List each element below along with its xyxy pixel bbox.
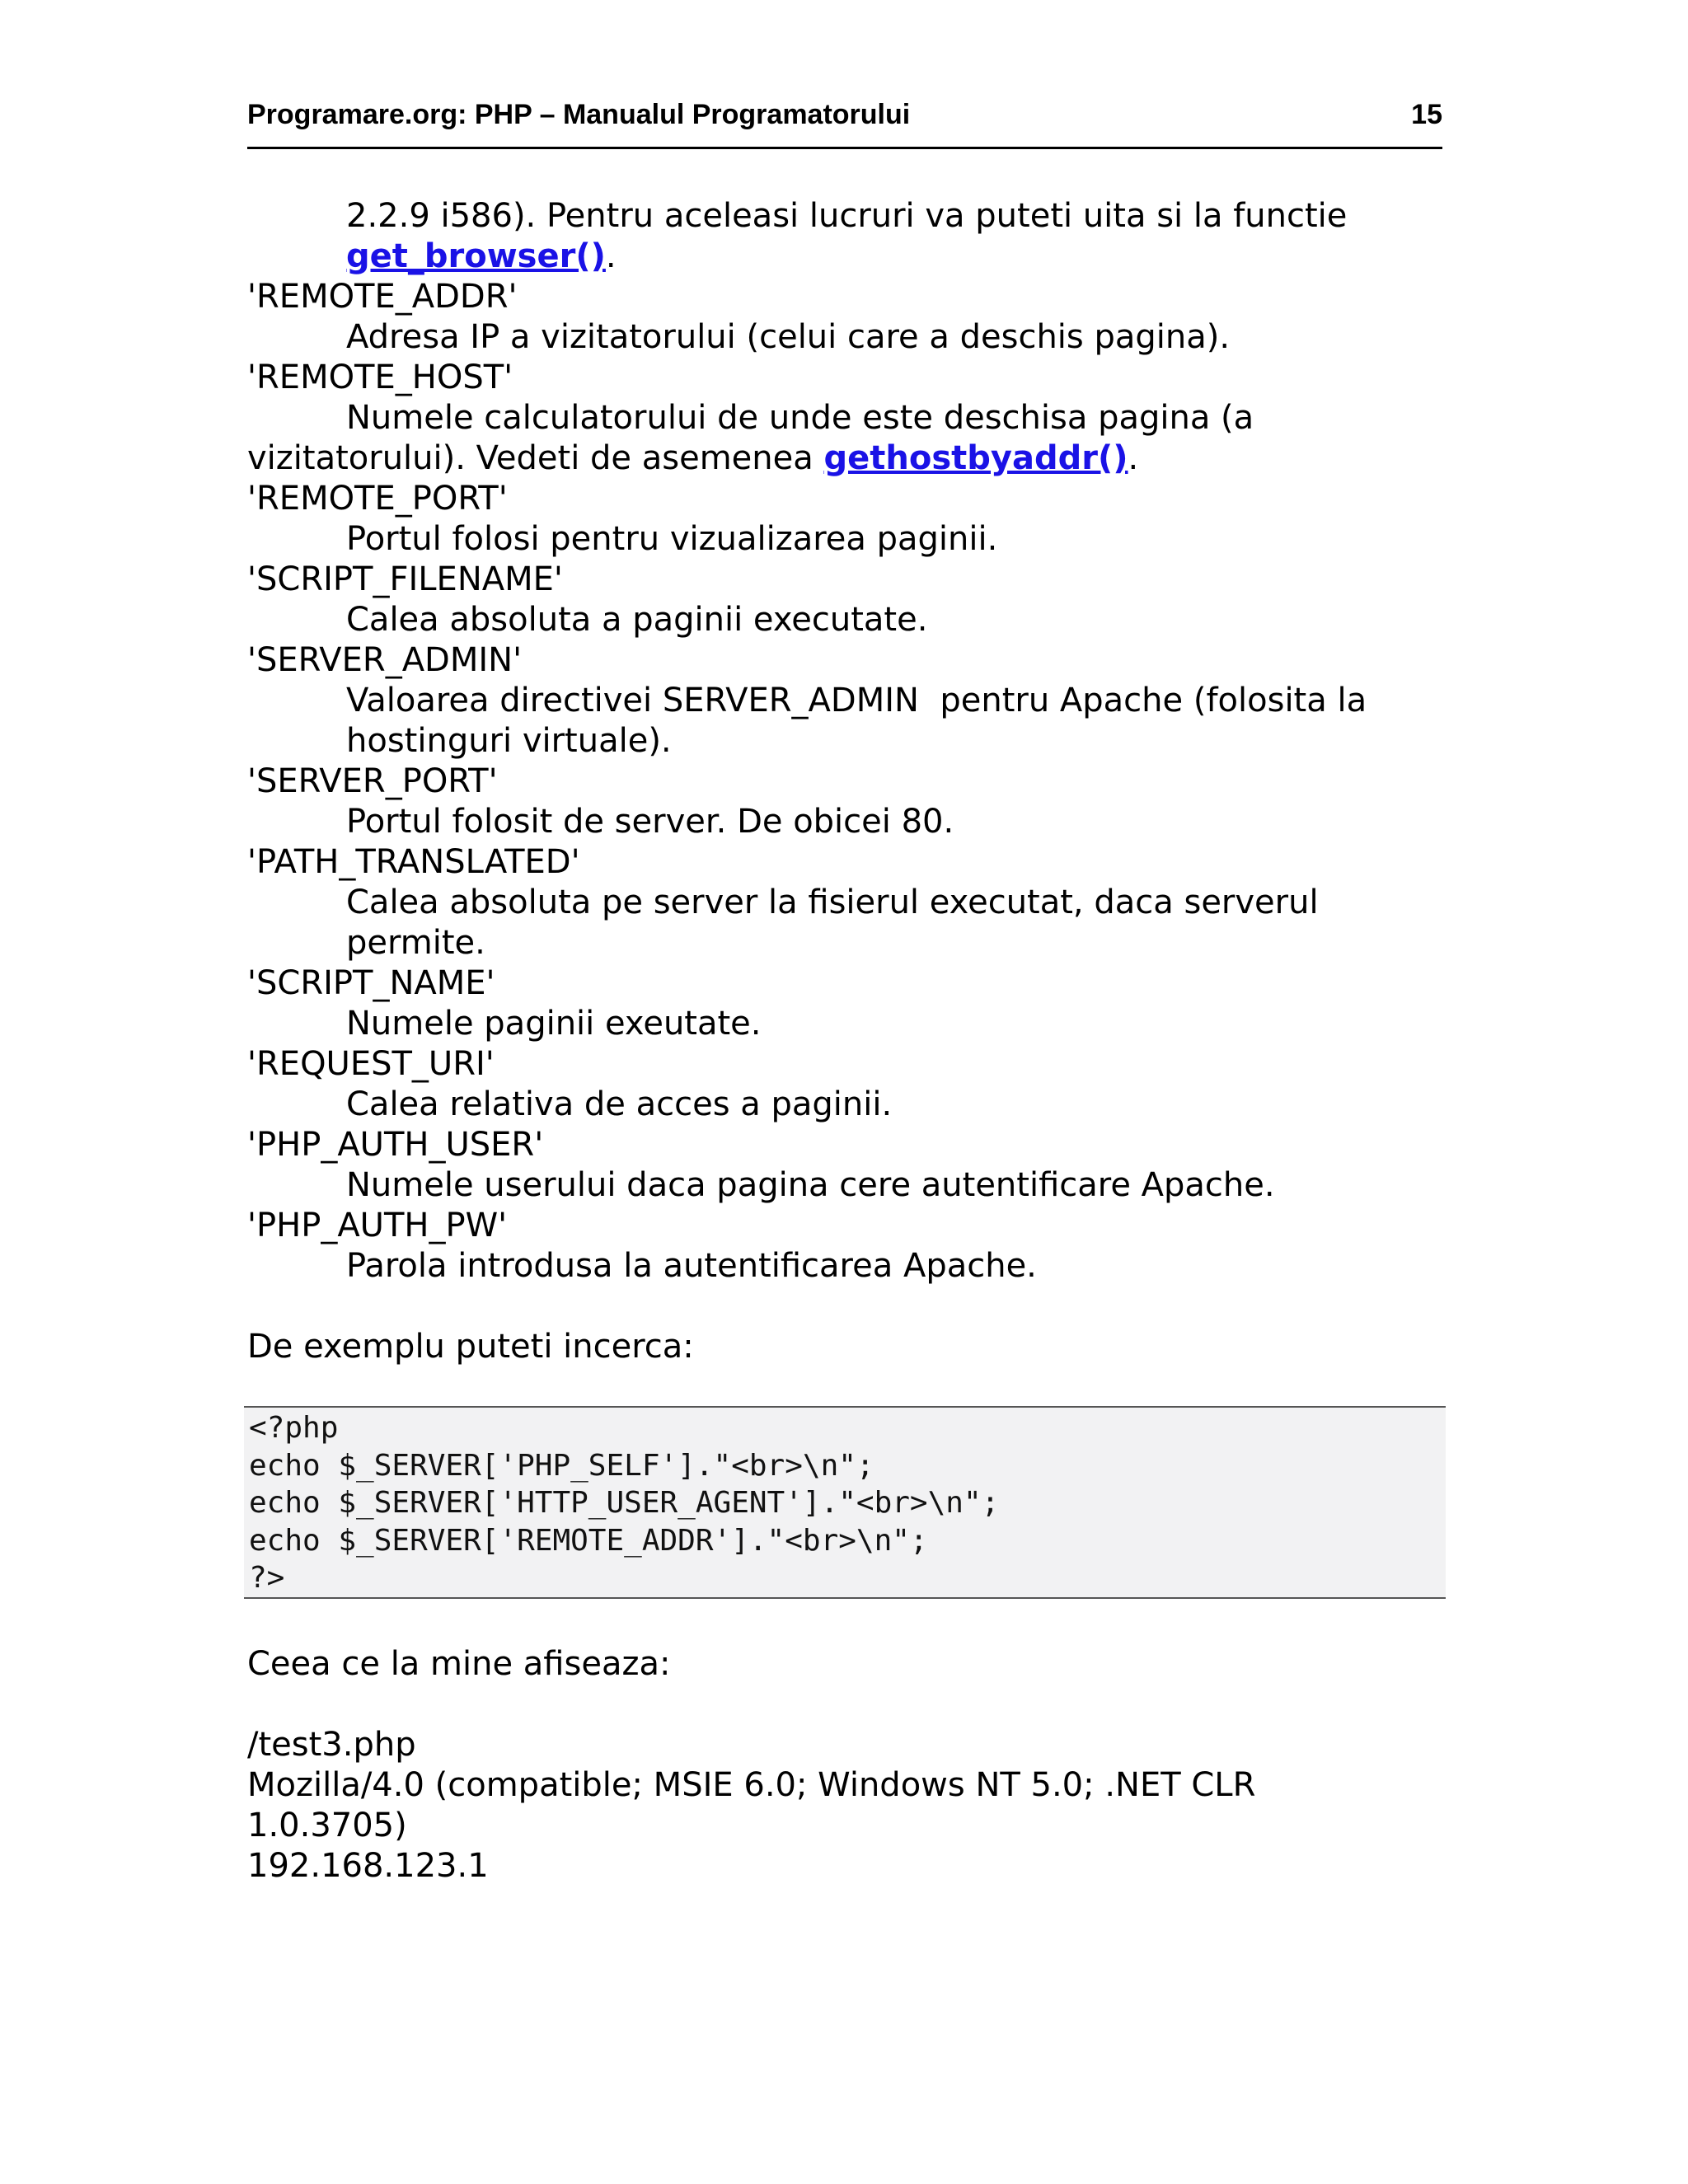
term-remote-addr: 'REMOTE_ADDR' xyxy=(247,278,518,316)
desc-script-name: Numele paginii exeutate. xyxy=(346,1005,762,1043)
desc-remote-host-line1: Numele calculatorului de unde este deschisa pagina (a xyxy=(346,399,1254,437)
term-script-filename: 'SCRIPT_FILENAME' xyxy=(247,560,563,598)
output-intro: Ceea ce la mine afiseaza: xyxy=(247,1645,671,1683)
desc-path-translated-line2: permite. xyxy=(346,924,485,962)
gethostbyaddr-link[interactable]: gethostbyaddr() xyxy=(823,439,1128,477)
desc-remote-host-line2 xyxy=(247,438,1442,479)
code-line: echo $_SERVER['REMOTE_ADDR']."<br>\n"; xyxy=(249,1523,928,1558)
code-block xyxy=(244,1406,1446,1599)
output-line: Mozilla/4.0 (compatible; MSIE 6.0; Windows NT 5.0; .NET CLR xyxy=(247,1766,1256,1804)
intro-line: 2.2.9 i586). Pentru aceleasi lucruri va puteti uita si la functie xyxy=(346,197,1348,235)
desc-server-admin-line2: hostinguri virtuale). xyxy=(346,722,672,760)
desc-request-uri: Calea relativa de acces a paginii. xyxy=(346,1085,893,1123)
term-php-auth-pw: 'PHP_AUTH_PW' xyxy=(247,1207,508,1244)
intro-line-link xyxy=(247,237,1442,277)
get-browser-link[interactable]: get_browser() xyxy=(346,237,606,275)
term-server-port: 'SERVER_PORT' xyxy=(247,762,498,800)
body-text xyxy=(247,196,1442,1367)
term-script-name: 'SCRIPT_NAME' xyxy=(247,964,495,1002)
desc-server-admin-line1: Valoarea directivei SERVER_ADMIN pentru Apache (folosita la xyxy=(346,682,1367,719)
output-line: 192.168.123.1 xyxy=(247,1847,489,1885)
desc-remote-addr: Adresa IP a vizitatorului (celui care a deschis pagina). xyxy=(346,318,1231,356)
page-header xyxy=(247,92,1442,149)
output-section xyxy=(247,1644,1442,1886)
desc-php-auth-pw: Parola introdusa la autentificarea Apache. xyxy=(346,1247,1037,1285)
code-line: echo $_SERVER['PHP_SELF']."<br>\n"; xyxy=(249,1448,874,1483)
term-request-uri: 'REQUEST_URI' xyxy=(247,1045,495,1083)
desc-remote-port: Portul folosi pentru vizualizarea paginii. xyxy=(346,520,998,558)
period: . xyxy=(605,237,617,275)
output-line: 1.0.3705) xyxy=(247,1807,407,1844)
period: . xyxy=(1128,439,1139,477)
desc-php-auth-user: Numele userului daca pagina cere autentificare Apache. xyxy=(346,1166,1275,1204)
code-line: echo $_SERVER['HTTP_USER_AGENT']."<br>\n"; xyxy=(249,1486,1000,1520)
code-line: <?php xyxy=(249,1411,339,1445)
term-php-auth-user: 'PHP_AUTH_USER' xyxy=(247,1126,544,1164)
header-title: Programare.org: PHP – Manualul Programatorului xyxy=(247,99,911,130)
term-server-admin: 'SERVER_ADMIN' xyxy=(247,641,523,679)
term-remote-host: 'REMOTE_HOST' xyxy=(247,359,513,396)
code-line: ?> xyxy=(249,1561,285,1595)
desc-path-translated-line1: Calea absoluta pe server la fisierul executat, daca serverul xyxy=(346,883,1319,921)
desc-remote-host-text: vizitatorului). Vedeti de asemenea xyxy=(247,439,824,477)
term-path-translated: 'PATH_TRANSLATED' xyxy=(247,843,580,881)
example-intro: De exemplu puteti incerca: xyxy=(247,1328,694,1366)
spacer xyxy=(247,1286,1442,1327)
output-line: /test3.php xyxy=(247,1726,416,1764)
page-number: 15 xyxy=(1411,99,1442,130)
desc-server-port: Portul folosit de server. De obicei 80. xyxy=(346,803,954,841)
term-remote-port: 'REMOTE_PORT' xyxy=(247,480,508,518)
desc-script-filename: Calea absoluta a paginii executate. xyxy=(346,601,928,639)
spacer xyxy=(247,1685,1442,1725)
